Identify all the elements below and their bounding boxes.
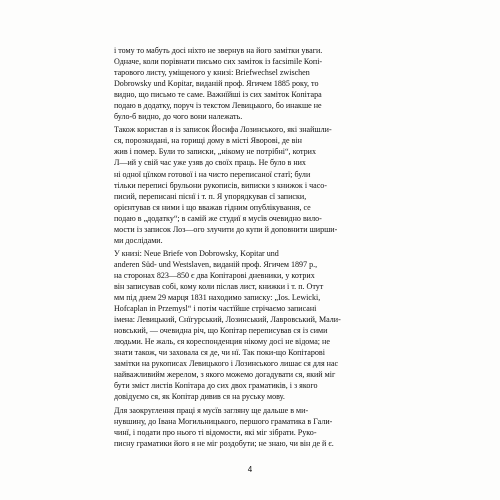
text-line: новський, — очевидна річ, що Копітар переписував ся із сими	[114, 326, 328, 336]
text-line: імена: Левицький, Снїгурський, Лозинський, Лавровський, Мали-	[114, 315, 341, 325]
paragraph	[114, 248, 388, 403]
text-line: нувшину, до Івана Могильницького, першого граматика в Гали-	[114, 416, 333, 426]
text-line: найважливийм жерелом, з якого можемо догадувати ся, який міг	[114, 370, 336, 380]
text-line: ся, порозкидані, на горищі дому в місті Яворові, де він	[114, 136, 302, 146]
text-line: замітки на рукописах Левицького і Лозинського лишає ся для нас	[114, 359, 339, 369]
text-line: чинї, і подати про нього ті відомости, які міг зібрати. Руко-	[114, 427, 317, 437]
text-line: було-б видно, до чого вони належать.	[114, 112, 243, 122]
paragraph	[114, 45, 388, 122]
paragraph	[114, 124, 388, 246]
text-line: писий, переписані піснї і т. п. Я упорядкував сї записки,	[114, 191, 307, 201]
page-number: 4	[247, 465, 253, 474]
text-line: знати також, чи заховала ся де, чи нї. Так поки-що Копітарові	[114, 348, 325, 358]
text-line: мости із записок Лоз—ого злучити до купи й доповнити ширши-	[114, 224, 338, 234]
text-line: тарового листу, уміщеного у книзі: Briefwechsel zwischen	[114, 68, 310, 78]
text-line: тільки переписі брульони рукописів, виписки з книжок і часо-	[114, 180, 327, 190]
text-line: людьми. Не жаль, єя кореспонденция нікому досі не відома; не	[114, 337, 330, 347]
text-line: ми дослідами.	[114, 235, 163, 245]
text-line: він записував собі, кому коли післав лист, книжки і т. п. Отут	[114, 281, 324, 291]
text-line: Л—ий у свій час уже узяв до своїх праць. Не було в них	[114, 158, 306, 168]
text-line: довідуємо ся, як Копітар дивив ся на руську мову.	[114, 392, 285, 402]
text-line: ні одної цїлком готової і на чисто переписаної статї; були	[114, 169, 311, 179]
text-line: Одначе, коли порівнати письмо сих заміток із facsimile Копі-	[114, 57, 323, 67]
text-line: писну граматики його я не міг роздобути; не знаю, чи він де й є.	[114, 438, 334, 448]
text-line: бути зміст листів Копітара до сих двох граматиків, і з якого	[114, 381, 318, 391]
text-line: подаю в „додатку“; в самій же студиї я мусїв очевидно вило-	[114, 213, 322, 223]
text-line: anderen Süd- und Westslaven, виданій проф. Ягичем 1897 р.,	[114, 259, 318, 269]
paragraph	[114, 405, 388, 449]
text-line: Dobrowsky und Kopitar, виданій проф. Ягичем 1885 року, то	[114, 79, 319, 89]
text-line: на сторонах 823—850 є два Копітарові дневники, у котрих	[114, 270, 315, 280]
text-line: мм під днем 29 марця 1831 находимо записку: „Ios. Lewicki,	[114, 293, 321, 303]
text-line: Hofcaplan in Przemysl“ і потім частїйше стрічаємо записані	[114, 304, 317, 314]
text-line: і тому то мабуть досі ніхто не звернув на його замітки уваги.	[114, 46, 323, 55]
text-line: видно, що письмо те саме. Важнїйші із сих заміток Копітара	[114, 90, 322, 100]
text-body	[114, 45, 388, 449]
text-line: Для заокруглення праці я мусїв загляну ще дальше в ми-	[114, 405, 309, 415]
text-line: подаю в додатку, поруч із текстом Левицького, бо инакше не	[114, 101, 322, 111]
text-line: У книзі: Neue Briefe von Dobrowsky, Kopitar und	[114, 248, 279, 258]
text-line: Також користав я із записок Йосифа Лозинського, які знайшли-	[114, 125, 332, 135]
text-line: орієнтував ся ними і що вважав гідним опублікування, се	[114, 202, 311, 212]
text-line: жив і помер. Були то записки, „нікому не потрібні“, котрих	[114, 147, 316, 157]
